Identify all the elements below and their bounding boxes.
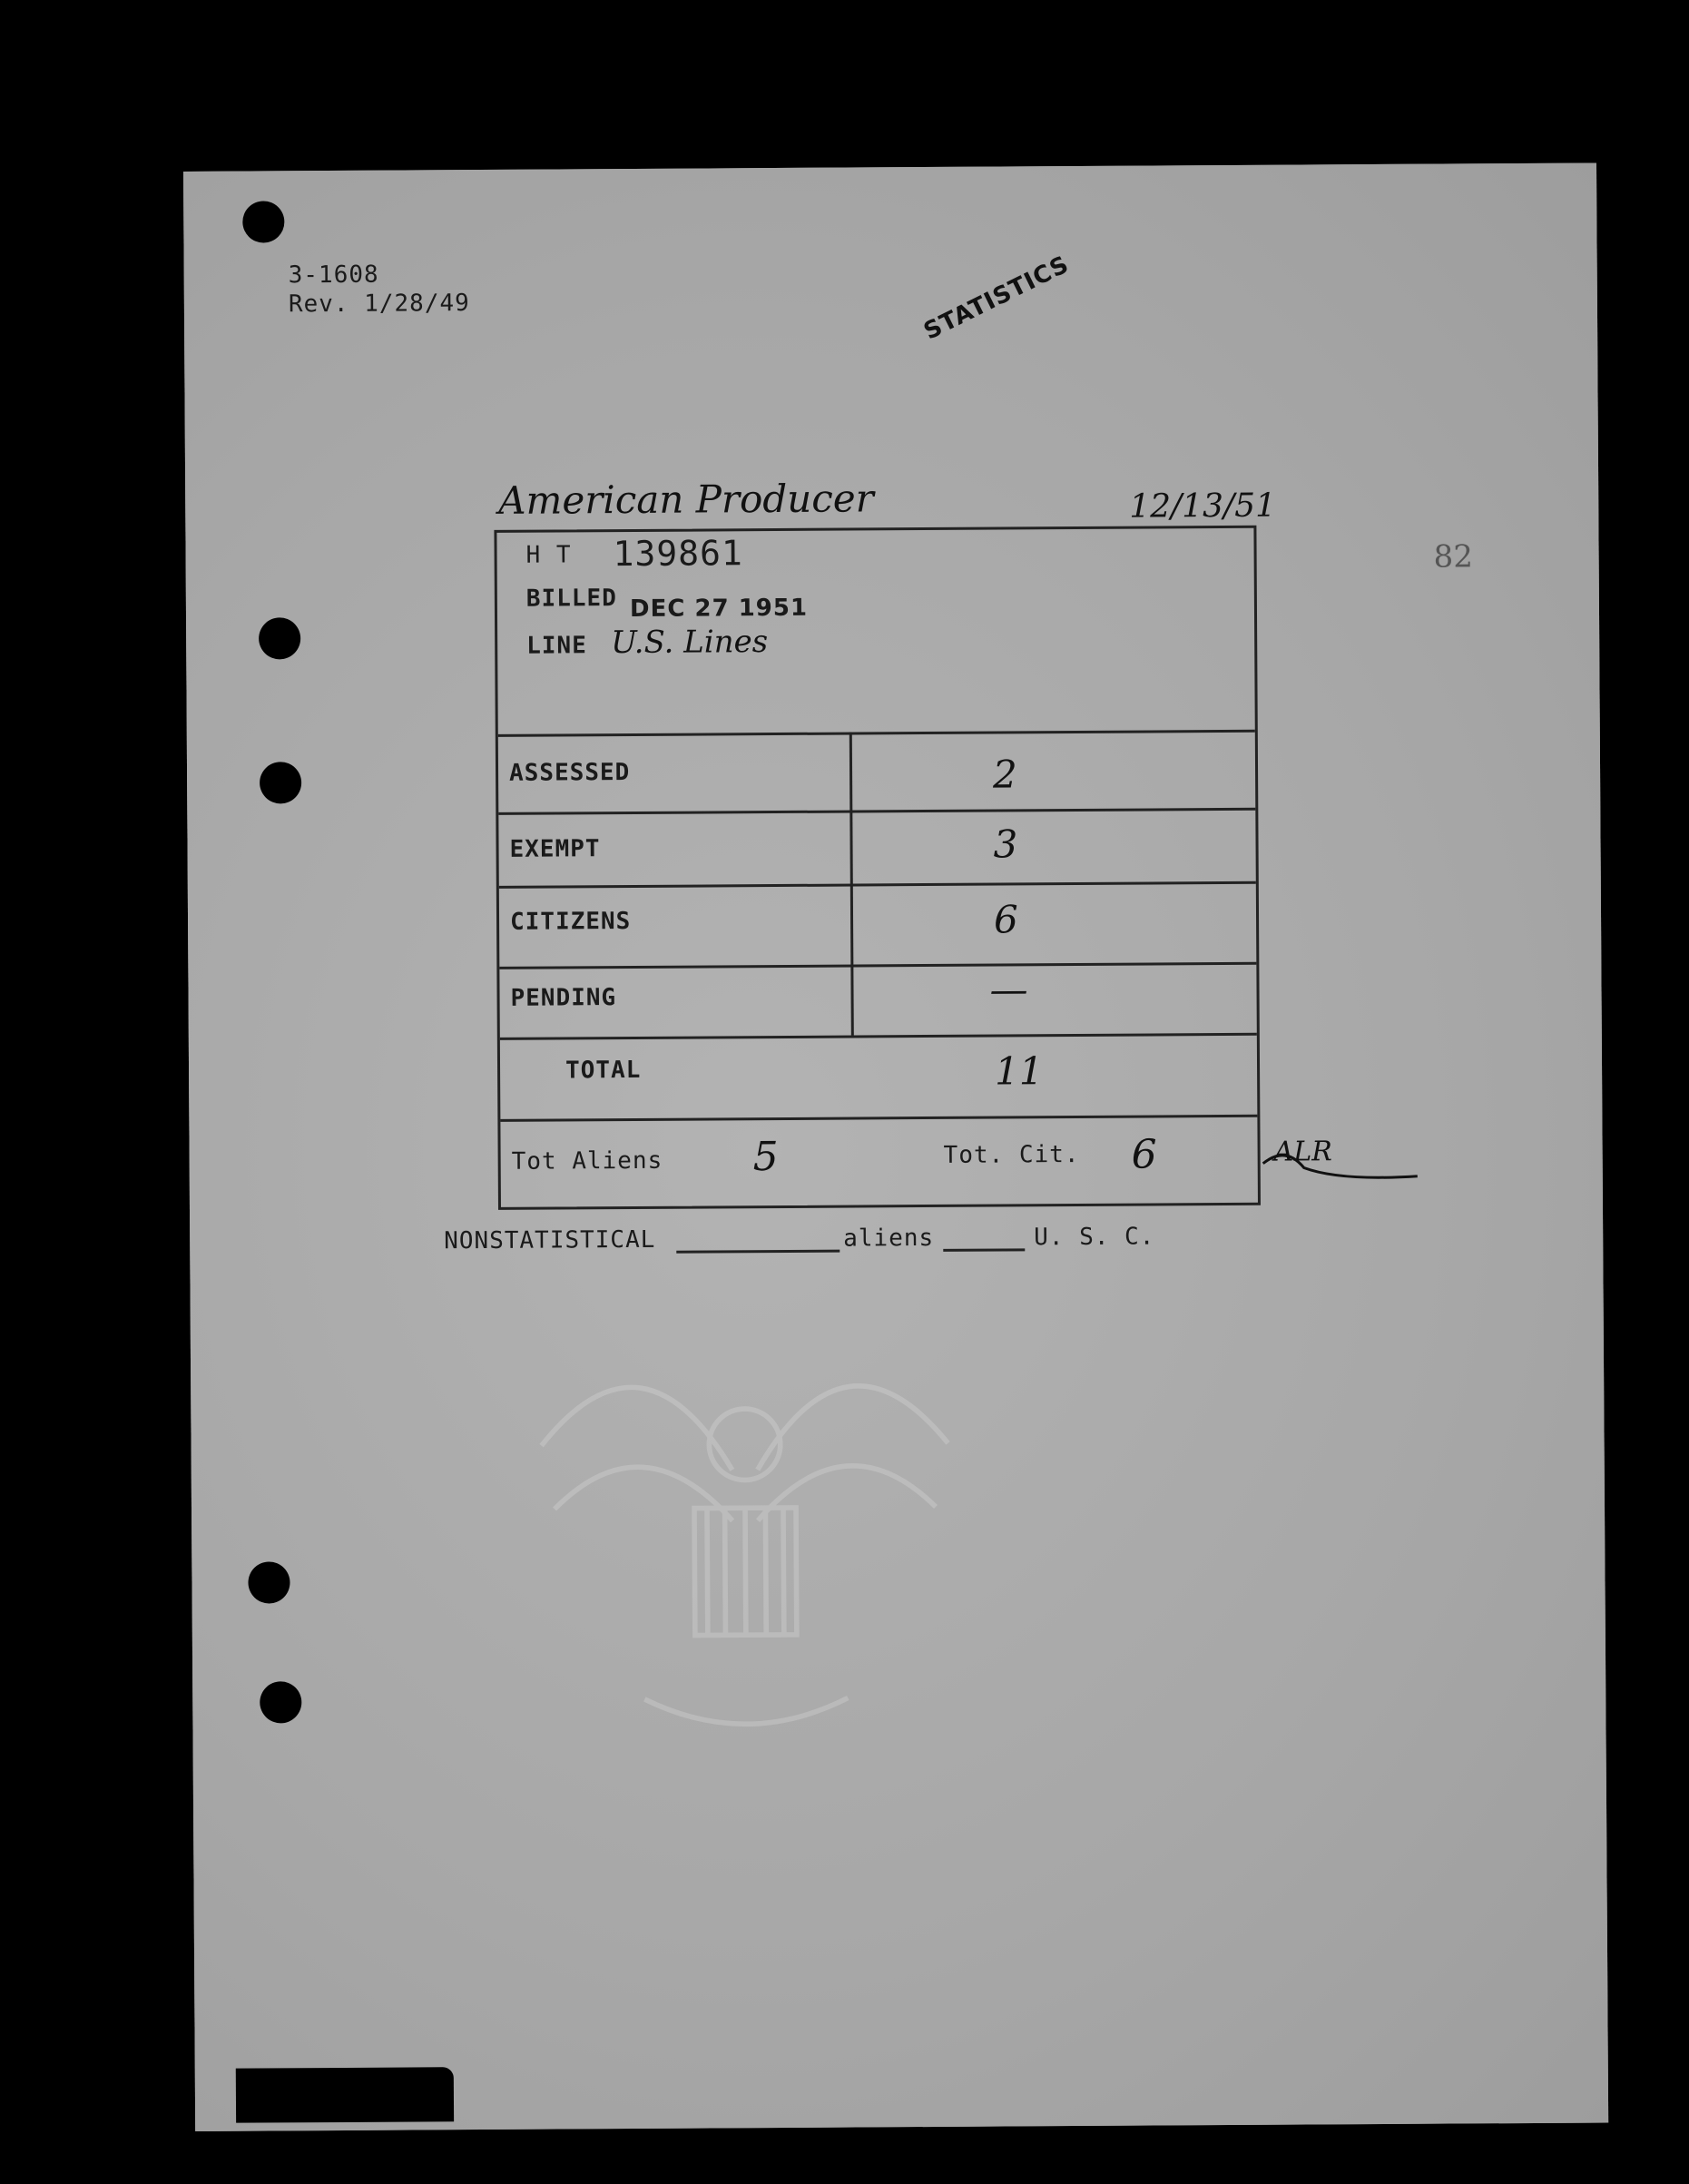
statistics-form-box [494, 526, 1261, 1210]
divider [500, 1115, 1257, 1122]
total-label: TOTAL [565, 1056, 642, 1085]
nonstatistical-label: NONSTATISTICAL [444, 1225, 656, 1255]
nonstatistical-blank [676, 1250, 840, 1254]
punch-hole [248, 1561, 290, 1603]
punch-hole [260, 762, 301, 803]
eagle-seal-watermark [489, 1265, 1000, 1776]
vessel-date: 12/13/51 [1129, 487, 1277, 526]
divider [500, 1033, 1257, 1040]
tot-aliens-value: 5 [752, 1134, 779, 1181]
divider [498, 730, 1255, 737]
ht-number: 139861 [613, 533, 743, 575]
divider [499, 881, 1256, 889]
row-label-pending: PENDING [510, 984, 617, 1012]
divider [498, 808, 1255, 815]
tot-cit-value: 6 [1131, 1131, 1157, 1178]
row-value-pending: — [989, 967, 1028, 1012]
torn-corner [236, 2067, 454, 2122]
tot-cit-label: Tot. Cit. [943, 1140, 1080, 1169]
billed-label: BILLED [525, 585, 617, 613]
row-value-citizens: 6 [993, 897, 1018, 942]
row-label-assessed: ASSESSED [508, 759, 631, 787]
tot-aliens-label: Tot Aliens [511, 1146, 663, 1176]
divider [499, 962, 1256, 969]
row-value-assessed: 2 [992, 752, 1017, 797]
punch-hole [259, 617, 300, 659]
ht-label: H T [525, 541, 572, 569]
reviewer-initials: ALR [1273, 1136, 1332, 1168]
line-value: U.S. Lines [611, 624, 769, 662]
form-number: 3-1608 [288, 261, 379, 290]
row-value-exempt: 3 [993, 821, 1018, 867]
statistics-stamp: STATISTICS [919, 251, 1074, 346]
total-value: 11 [994, 1048, 1044, 1094]
row-label-exempt: EXEMPT [509, 835, 601, 863]
aliens-blank [943, 1248, 1025, 1252]
margin-number: 82 [1433, 538, 1474, 576]
line-label: LINE [526, 632, 587, 660]
aliens-label: aliens [843, 1224, 935, 1253]
initials-underline [1259, 1149, 1422, 1186]
vessel-name: American Producer [498, 476, 874, 523]
document-page [183, 162, 1608, 2130]
punch-hole [242, 201, 284, 242]
form-revision: Rev. 1/28/49 [288, 290, 470, 319]
usc-label: U. S. C. [1034, 1223, 1155, 1252]
row-label-citizens: CITIZENS [509, 908, 632, 936]
punch-hole [260, 1681, 301, 1723]
billed-date-stamp: DEC 27 1951 [629, 594, 809, 624]
